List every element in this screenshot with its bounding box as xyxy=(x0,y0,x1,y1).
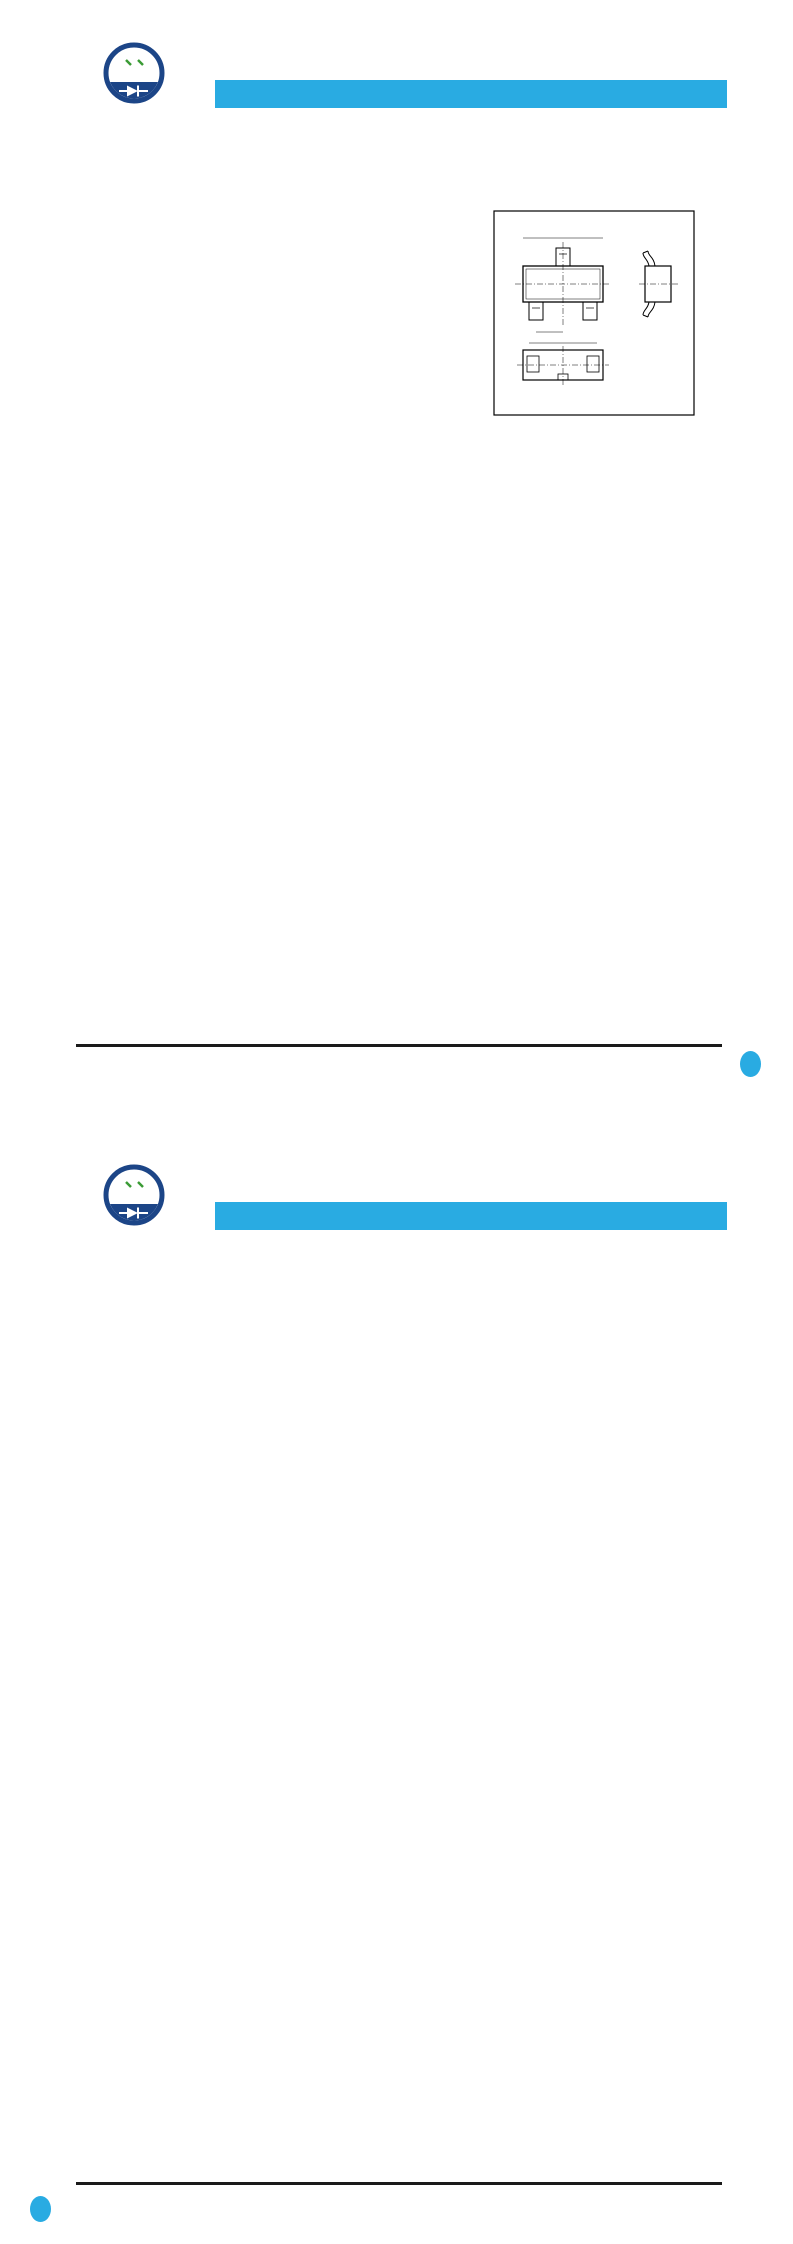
header-banner xyxy=(215,1202,727,1230)
chart-ft-ic xyxy=(372,1746,672,1952)
chart-vce-ic xyxy=(95,1330,387,1536)
footer-rule xyxy=(76,1044,722,1047)
header-banner xyxy=(215,80,727,108)
chart-hfe-ic xyxy=(372,1330,672,1536)
chart-ic-vbe xyxy=(95,1746,387,1952)
chart-power-derating xyxy=(372,1940,672,2146)
footer-rule xyxy=(76,2182,722,2185)
chart-capacitance xyxy=(95,1940,387,2146)
brand-logo-icon xyxy=(98,1162,170,1228)
brand-logo xyxy=(74,1162,194,1230)
brand-logo xyxy=(74,40,194,108)
chart-vbesat-ic xyxy=(372,1538,672,1744)
page-number-badge xyxy=(30,2196,51,2222)
chart-vcesat-ic xyxy=(95,1538,387,1744)
page-number-badge xyxy=(740,1051,761,1077)
package-drawing xyxy=(493,210,695,416)
brand-logo-icon xyxy=(98,40,170,106)
